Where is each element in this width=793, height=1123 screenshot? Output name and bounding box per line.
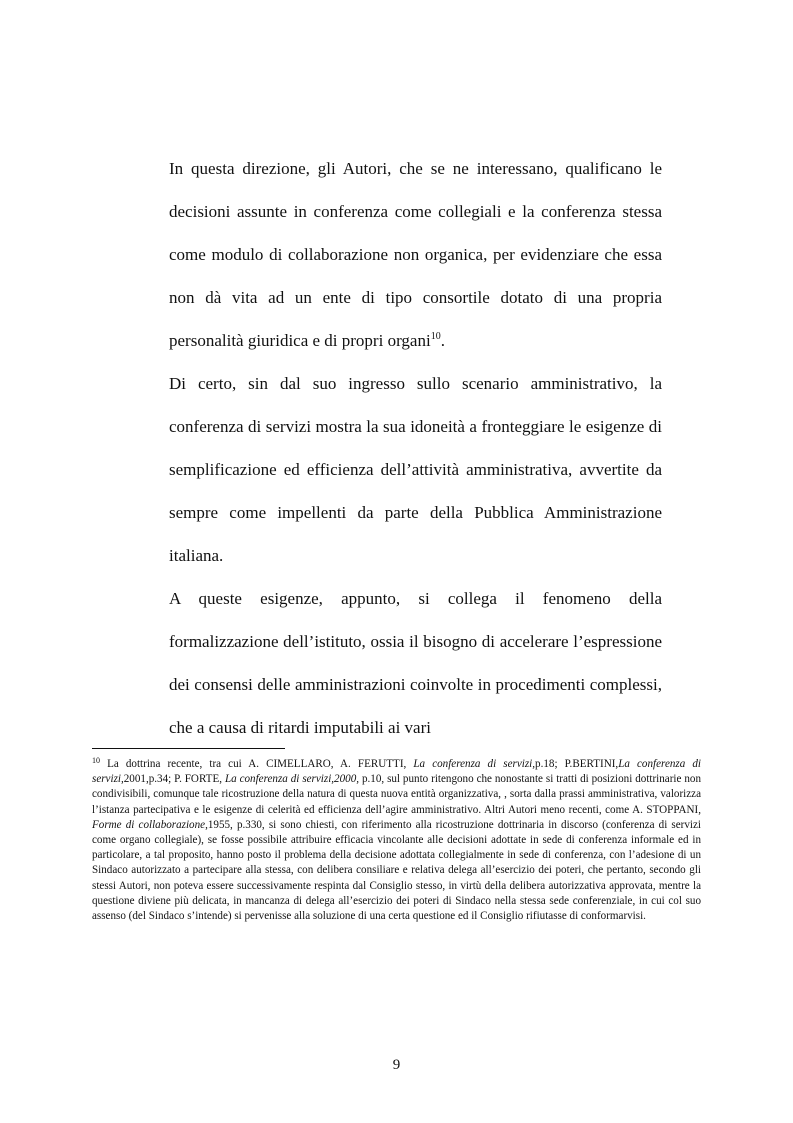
paragraph-3: A queste esigenze, appunto, si collega il fenomeno della formalizzazione dell’istituto, ossia il bisogno di accelerare l’espressione dei consensi delle amministrazioni coinvolte in procedimenti complessi, che a causa di ritardi imputabili ai vari [169,589,662,737]
page-number: 9 [392,1057,401,1073]
footnote-title-1: La conferenza di servizi, [413,758,536,770]
paragraph-2: Di certo, sin dal suo ingresso sullo scenario amministrativo, la conferenza di servizi mostra la sua idoneità a fronteggiare le esigenze di semplificazione ed efficienza dell’attività amministrativa, avvertite da sempre come impellenti da parte della Pubblica Amministrazione italiana. [169,374,662,565]
footnote-segment-3: 2001,p.34; P. FORTE, [123,773,225,786]
body-text [169,147,662,749]
footnote-segment-4: p.10, sul punto ritengono che nonostante si tratti di posizioni dottrinarie non condivisibili, comunque tale ricostruzione della natura di questa nuova entità organizzativa, , sorta dalla prassi amministrativa, valorizza l’istanza partecipativa e le esigenze di celerità ed efficienza dell’agire amministrativo. Altri Autori meno recenti, come A. STOPPANI, [92,773,701,816]
footnote-segment-1: La dottrina recente, tra cui A. CIMELLARO, A. FERUTTI, [100,758,414,770]
footnote-separator [92,748,285,749]
footnote-title-2: La conferenza di servizi, [92,758,701,786]
paragraph-1-end: . [440,331,445,350]
footnote-title-3: La conferenza di servizi,2000, [224,773,360,786]
paragraph-1-text: In questa direzione, gli Autori, che se ne interessano, qualificano le decisioni assunte in conferenza come collegiali e la conferenza stessa come modulo di collaborazione non organica, per evidenziare che essa non dà vita ad un ente di tipo consortile dotato di una propria personalità giuridica e di propri organi [169,159,662,350]
paragraph-1 [169,147,662,362]
footnote-number: 10 [92,756,100,765]
footnote-segment-5: 1955, p.330, si sono chiesti, con riferimento alla ricostruzione dottrinaria in discorso (conferenza di servizi come organo collegiale), se fosse possibile attribuire efficacia vincolante alle decisioni adottate in sede di conferenza informale ed in particolare, a tal proposito, hanno posto il problema della decisione adottata collegialmente in sede di conferenza, con l’adesione di un Sindaco autorizzato a partecipare alla stessa, con delibera consiliare e relativa delega all’esercizio dei poteri, che pertanto, secondo gli stessi Autori, non poteva essere successivamente respinta dal Consiglio stesso, in virtù della delibera autorizzativa approvata, mentre la questione diviene più delicata, in mancanza di delega all’esercizio dei poteri di Sindaco nella stessa sede conferenziale, in cui col suo assenso (del Sindaco s’intende) si pervenisse alla soluzione di una certa questione ed il Consiglio rifiutasse di conformarvisi. [92,818,701,923]
footnote-reference[interactable]: 10 [430,331,441,342]
footnote-title-4: Forme di collaborazione, [92,818,208,831]
footnote-segment-2: p.18; P.BERTINI, [535,758,619,770]
footnote [92,757,701,924]
